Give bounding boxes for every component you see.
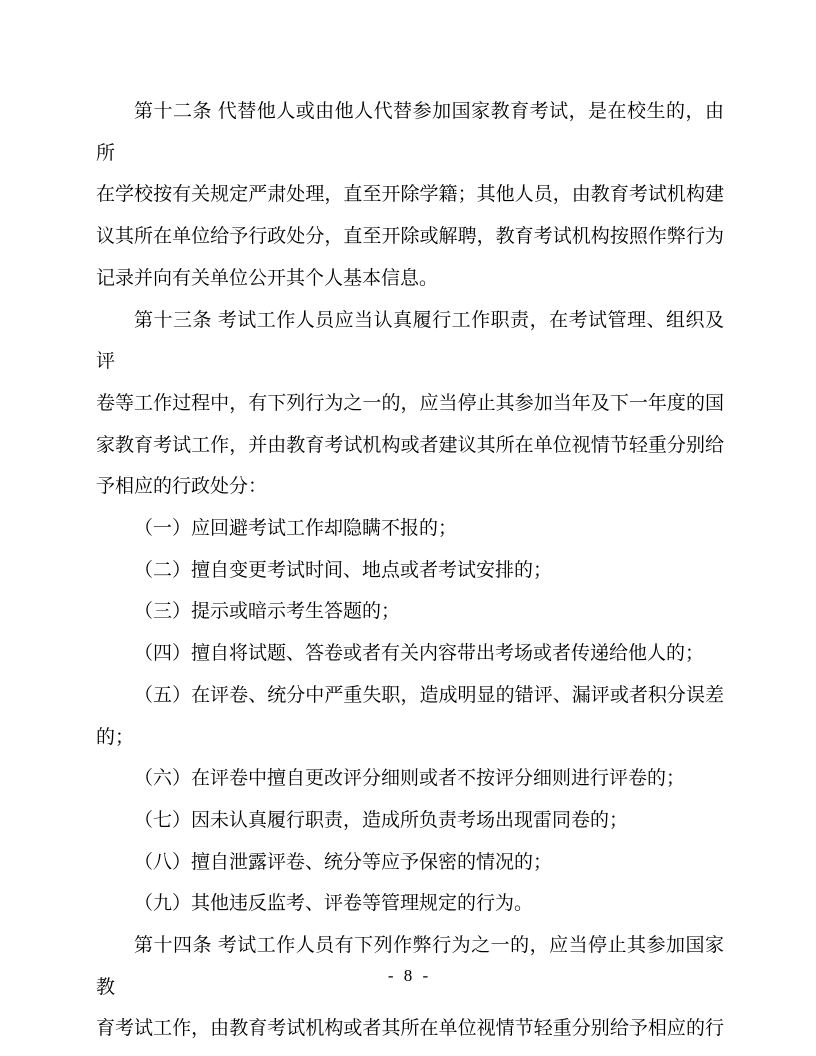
- page-number: - 8 -: [387, 966, 429, 985]
- text-line: （八）擅自泄露评卷、统分等应予保密的情况的；: [134, 851, 553, 873]
- paragraph-item-7: [96, 800, 724, 842]
- text-line: （一）应回避考试工作却隐瞒不报的；: [134, 518, 458, 540]
- text-line: 第十二条 代替他人或由他人代替参加国家教育考试，是在校生的，由所: [96, 101, 724, 164]
- paragraph-item-4: [96, 633, 724, 675]
- text-line: （七）因未认真履行职责，造成所负责考场出现雷同卷的；: [134, 809, 629, 831]
- paragraph-item-8: [96, 842, 724, 884]
- paragraph-article-13: [96, 300, 724, 509]
- text-line: 第十四条 考试工作人员有下列作弊行为之一的，应当停止其参加国家教: [96, 935, 724, 998]
- text-line: 第十三条 考试工作人员应当认真履行工作职责，在考试管理、组织及评: [96, 309, 724, 373]
- text-line: （二）擅自变更考试时间、地点或者考试安排的；: [134, 559, 553, 581]
- page-footer: [0, 966, 816, 986]
- paragraph-article-12: [96, 91, 724, 300]
- text-line: 议其所在单位给予行政处分，直至开除或解聘，教育考试机构按照作弊行为: [96, 226, 724, 248]
- text-line: （五）在评卷、统分中严重失职，造成明显的错评、漏评或者积分误差: [134, 684, 724, 706]
- text-line: 记录并向有关单位公开其个人基本信息。: [96, 267, 439, 289]
- paragraph-item-3: [96, 591, 724, 633]
- text-line: 卷等工作过程中，有下列行为之一的，应当停止其参加当年及下一年度的国: [96, 392, 724, 414]
- text-line: （九）其他违反监考、评卷等管理规定的行为。: [134, 893, 534, 915]
- paragraph-item-9: [96, 883, 724, 925]
- paragraph-article-14: [96, 925, 724, 1050]
- document-body: [96, 91, 724, 1050]
- text-line: （六）在评卷中擅自更改评分细则或者不按评分细则进行评卷的；: [134, 768, 686, 790]
- text-line: 在学校按有关规定严肃处理，直至开除学籍；其他人员，由教育考试机构建: [96, 184, 724, 206]
- text-line: （三）提示或暗示考生答题的；: [134, 601, 401, 623]
- text-line: 予相应的行政处分：: [96, 476, 268, 498]
- paragraph-item-5: [96, 675, 724, 758]
- text-line: 的；: [96, 726, 135, 748]
- paragraph-item-6: [96, 758, 724, 800]
- text-line: （四）擅自将试题、答卷或者有关内容带出考场或者传递给他人的；: [134, 643, 705, 665]
- paragraph-item-1: [96, 508, 724, 550]
- text-line: 育考试工作，由教育考试机构或者其所在单位视情节轻重分别给予相应的行: [96, 1018, 724, 1040]
- paragraph-item-2: [96, 550, 724, 592]
- text-line: 家教育考试工作，并由教育考试机构或者建议其所在单位视情节轻重分别给: [96, 434, 724, 456]
